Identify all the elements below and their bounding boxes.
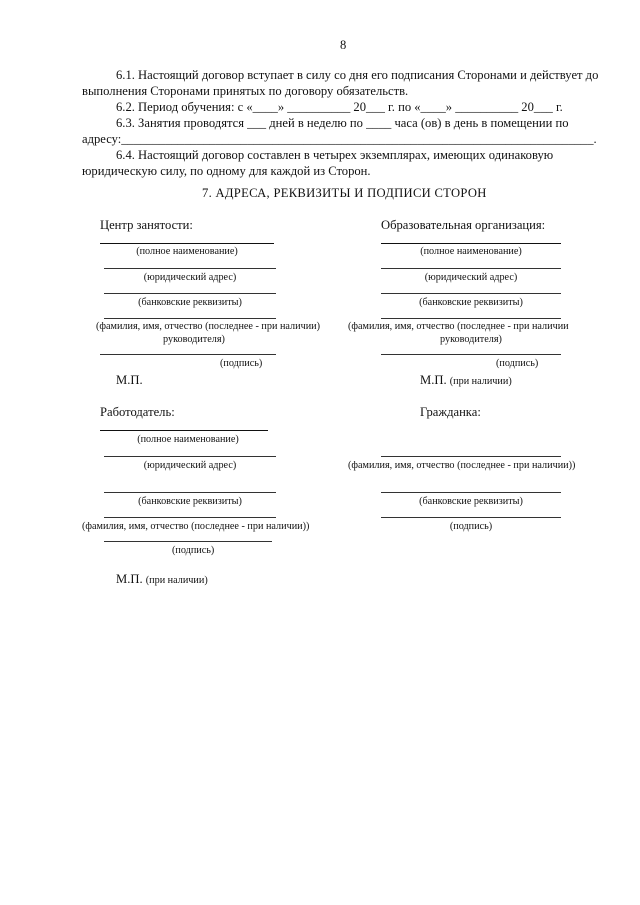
citizen-heading: Гражданка: bbox=[420, 405, 481, 419]
clause-6-2: 6.2. Период обучения: с «____» __________ 20___ г. по «____» __________ 20___ г. bbox=[116, 100, 563, 114]
educational-org-head-line bbox=[381, 318, 561, 319]
employment-center-address-line bbox=[104, 268, 276, 269]
clause-6-3-line1: 6.3. Занятия проводятся ___ дней в неделю по ____ часа (ов) в день в помещении по bbox=[116, 116, 569, 130]
citizen-name-line bbox=[381, 456, 561, 457]
citizen-bank-label: (банковские реквизиты) bbox=[419, 496, 523, 507]
employer-signature-label: (подпись) bbox=[172, 545, 215, 556]
educational-org-address-label: (юридический адрес) bbox=[424, 272, 518, 283]
employer-bank-label: (банковские реквизиты) bbox=[138, 496, 242, 507]
employer-seal-text: М.П. bbox=[116, 572, 143, 586]
employer-full-name-label: (полное наименование) bbox=[137, 434, 239, 445]
clause-6-1-line2: выполнения Сторонами принятых по договору обязательств. bbox=[82, 84, 409, 98]
clause-6-3-line2: адресу:___________________________________________________________________________. bbox=[82, 132, 597, 146]
employment-center-name-line bbox=[100, 243, 274, 244]
employment-center-signature-label: (подпись) bbox=[220, 358, 263, 369]
citizen-bank-line bbox=[381, 492, 561, 493]
employer-name-line bbox=[100, 430, 268, 431]
educational-org-bank-label: (банковские реквизиты) bbox=[419, 297, 523, 308]
page-number: 8 bbox=[340, 38, 347, 52]
educational-org-address-line bbox=[381, 268, 561, 269]
employer-seal-note: (при наличии) bbox=[145, 575, 208, 586]
employer-address-label: (юридический адрес) bbox=[143, 460, 237, 471]
employment-center-head-label-1: (фамилия, имя, отчество (последнее - при наличии) bbox=[96, 321, 320, 332]
employer-bank-line bbox=[104, 492, 276, 493]
educational-org-seal bbox=[420, 373, 512, 388]
educational-org-signature-label: (подпись) bbox=[496, 358, 539, 369]
educational-org-head-label-2: руководителя) bbox=[440, 334, 502, 345]
clause-6-1-line1: 6.1. Настоящий договор вступает в силу со дня его подписания Сторонами и действует до bbox=[116, 68, 599, 82]
employer-heading: Работодатель: bbox=[100, 405, 175, 419]
citizen-signature-line bbox=[381, 517, 561, 518]
employer-address-line bbox=[104, 456, 276, 457]
citizen-signature-label: (подпись) bbox=[449, 521, 493, 532]
employer-seal bbox=[116, 572, 208, 587]
employment-center-seal: М.П. bbox=[116, 373, 143, 387]
educational-org-seal-note: (при наличии) bbox=[449, 376, 512, 387]
employment-center-address-label: (юридический адрес) bbox=[143, 272, 237, 283]
employment-center-bank-line bbox=[104, 293, 276, 294]
employment-center-head-line bbox=[104, 318, 276, 319]
clause-6-4-line2: юридическую силу, по одному для каждой из Сторон. bbox=[82, 164, 371, 178]
employment-center-bank-label: (банковские реквизиты) bbox=[138, 297, 242, 308]
section-title: 7. АДРЕСА, РЕКВИЗИТЫ И ПОДПИСИ СТОРОН bbox=[202, 186, 487, 200]
educational-org-seal-text: М.П. bbox=[420, 373, 447, 387]
educational-org-head-label-1: (фамилия, имя, отчество (последнее - при наличии bbox=[348, 321, 569, 332]
employment-center-full-name-label: (полное наименование) bbox=[136, 246, 238, 257]
educational-org-name-line bbox=[381, 243, 561, 244]
employer-head-label: (фамилия, имя, отчество (последнее - при наличии)) bbox=[82, 521, 310, 532]
educational-org-heading: Образовательная организация: bbox=[381, 218, 546, 232]
employer-head-line bbox=[104, 517, 276, 518]
employment-center-head-label-2: руководителя) bbox=[163, 334, 225, 345]
educational-org-bank-line bbox=[381, 293, 561, 294]
employment-center-heading: Центр занятости: bbox=[100, 218, 193, 232]
employment-center-signature-line bbox=[100, 354, 276, 355]
clause-6-4-line1: 6.4. Настоящий договор составлен в четырех экземплярах, имеющих одинаковую bbox=[116, 148, 554, 162]
educational-org-full-name-label: (полное наименование) bbox=[420, 246, 522, 257]
educational-org-signature-line bbox=[381, 354, 561, 355]
citizen-full-name-label: (фамилия, имя, отчество (последнее - при наличии)) bbox=[348, 460, 576, 471]
employer-signature-line bbox=[104, 541, 272, 542]
